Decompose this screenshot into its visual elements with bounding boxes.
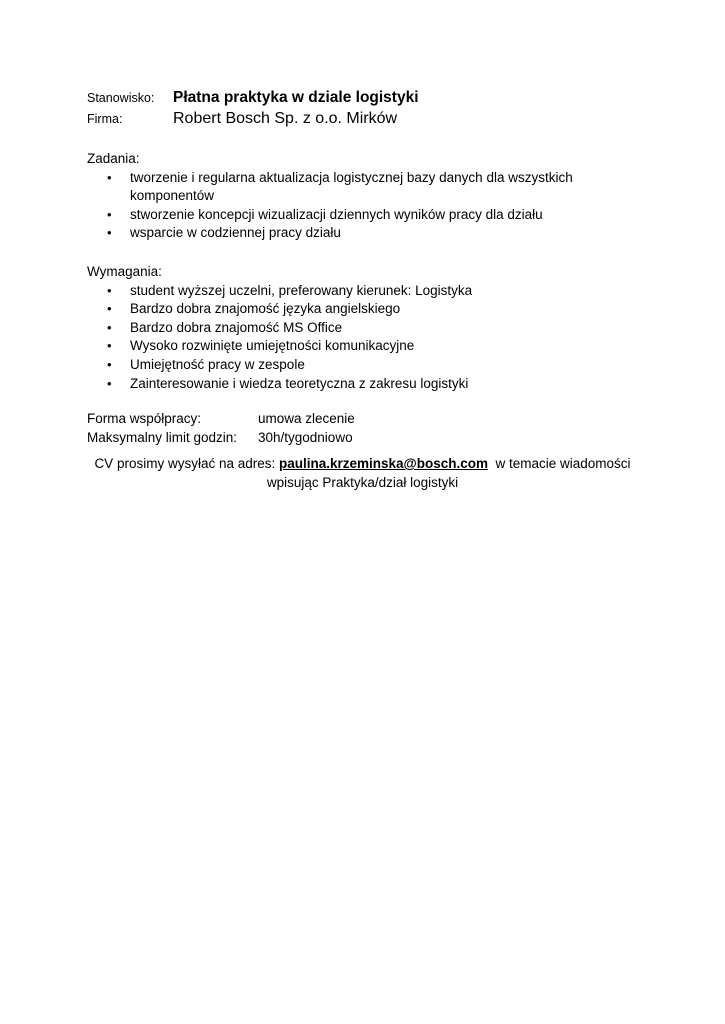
requirement-text: Bardzo dobra znajomość MS Office [130, 319, 343, 335]
cooperation-label: Forma współpracy: [87, 411, 202, 427]
requirements-title: Wymagania: [87, 263, 162, 279]
cooperation-value: umowa zlecenie [258, 411, 355, 427]
cv-line-2: wpisując Praktyka/dział logistyki [266, 474, 459, 490]
company-value: Robert Bosch Sp. z o.o. Mirków [173, 110, 398, 127]
requirement-text: Zainteresowanie i wiedza teoretyczna z zakresu logistyki [130, 375, 469, 391]
cv-instructions [0, 455, 725, 492]
list-item [87, 300, 600, 319]
hours-value: 30h/tygodniowo [258, 429, 353, 445]
list-item [87, 206, 600, 225]
list-item [87, 375, 600, 394]
task-text: tworzenie i regularna aktualizacja logistycznej bazy danych dla wszystkich komponentów [130, 169, 573, 204]
position-value: Płatna praktyka w dziale logistyki [173, 89, 419, 106]
bullet-icon: • [107, 282, 112, 298]
bullet-icon: • [107, 206, 112, 222]
list-item [87, 319, 600, 338]
list-item [87, 169, 600, 206]
cv-prefix: CV prosimy wysyłać na adres: [94, 456, 279, 471]
document-body [87, 88, 647, 447]
requirements-list [87, 282, 647, 394]
requirement-text: student wyższej uczelni, preferowany kierunek: Logistyka [130, 282, 473, 298]
terms-block [87, 410, 647, 447]
tasks-title: Zadania: [87, 151, 140, 166]
list-item [87, 282, 600, 301]
bullet-icon: • [107, 375, 112, 391]
company-label: Firma: [87, 112, 123, 126]
bullet-icon: • [107, 356, 112, 372]
position-row [87, 88, 647, 108]
cooperation-row [87, 410, 647, 429]
list-item [87, 337, 600, 356]
cv-suffix: w temacie wiadomości [487, 456, 631, 471]
list-item [87, 356, 600, 375]
bullet-icon: • [107, 319, 112, 335]
task-text: wsparcie w codziennej pracy działu [130, 225, 341, 241]
hours-label: Maksymalny limit godzin: [87, 429, 238, 445]
position-label: Stanowisko: [87, 91, 155, 105]
bullet-icon: • [107, 338, 112, 354]
bullet-icon: • [107, 225, 112, 241]
hours-row [87, 429, 647, 448]
tasks-list [87, 169, 647, 243]
requirement-text: Bardzo dobra znajomość języka angielskiego [130, 301, 401, 317]
list-item [87, 224, 600, 243]
company-row [87, 108, 647, 130]
requirement-text: Umiejętność pracy w zespole [130, 356, 305, 372]
cv-line-1 [0, 455, 725, 474]
email-link[interactable]: paulina.krzeminska@bosch.com [279, 456, 488, 471]
task-text: stworzenie koncepcji wizualizacji dziennych wyników pracy dla działu [130, 206, 543, 222]
requirement-text: Wysoko rozwinięte umiejętności komunikacyjne [130, 338, 415, 354]
bullet-icon: • [107, 169, 112, 185]
bullet-icon: • [107, 301, 112, 317]
